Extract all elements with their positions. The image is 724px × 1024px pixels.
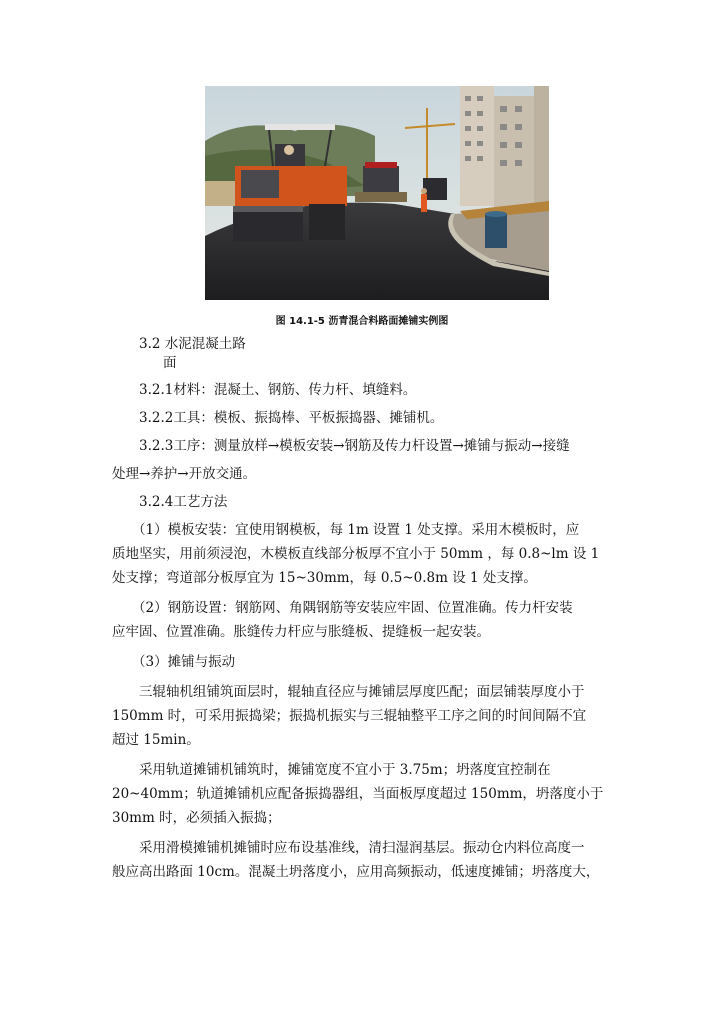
paragraph-line: （3）摊铺与振动: [132, 654, 236, 670]
paragraph-line: 超过 15min。: [112, 732, 200, 748]
paragraph-line: 三辊轴机组铺筑面层时，辊轴直径应与摊铺层厚度匹配；面层铺装厚度小于: [139, 684, 585, 700]
paragraph-line: 质地坚实，用前须浸泡，木模板直线部分板厚不宜小于 50mm ，每 0.8~lm 设 1: [112, 546, 600, 562]
paragraph-line: （2）钢筋设置：钢筋网、角隅钢筋等安装应牢固、位置准确。传力杆安装: [132, 600, 573, 616]
paragraph-line: 20~40mm；轨道摊铺机应配备振捣器组，当面板厚度超过 150mm，坍落度小于: [112, 786, 604, 802]
paragraph-formwork: [112, 518, 616, 590]
paragraph-rail-paver: [112, 758, 616, 830]
item-process-cont: 处理→养护→开放交通。: [112, 466, 257, 482]
paragraph-line: （1）模板安装：宜使用钢模板，每 1m 设置 1 处支撑。采用木模板时，应: [132, 522, 580, 538]
section-heading: [112, 334, 616, 372]
body-paragraphs: [112, 518, 616, 884]
paragraph-line: 采用轨道摊铺机铺筑时，摊铺宽度不宜小于 3.75m；坍落度宜控制在: [139, 762, 551, 778]
item-tools: 3.2.2工具：模板、振捣棒、平板振捣器、摊铺机。: [139, 410, 444, 426]
paving-photo: [205, 86, 549, 300]
paragraph-line: 采用滑模摊铺机摊铺时应布设基准线，清扫湿润基层。振动仓内料位高度一: [139, 840, 585, 856]
paragraph-line: 150mm 时，可采用振捣梁；振捣机振实与三辊轴整平工序之间的时间间隔不宜: [112, 708, 587, 724]
section-heading-line2: 面: [163, 355, 177, 371]
paragraph-line: 30mm 时，必须插入振捣；: [112, 810, 281, 826]
item-materials: 3.2.1材料：混凝土、钢筋、传力杆、填缝料。: [139, 382, 417, 398]
paving-scene-image: [205, 86, 549, 300]
section-items: [112, 376, 616, 516]
paragraph-line: 般应高出路面 10cm。混凝土坍落度小，应用高频振动，低速度摊铺；坍落度大，: [112, 864, 600, 880]
paragraph-line: 应牢固、位置准确。胀缝传力杆应与胀缝板、提缝板一起安装。: [112, 624, 490, 640]
paragraph-rebar: [112, 596, 616, 644]
figure-caption: 图 14.1-5 沥青混合料路面摊铺实例图: [275, 316, 449, 327]
paragraph-roller: [112, 680, 616, 752]
item-method: 3.2.4工艺方法: [139, 494, 228, 510]
paragraph-slipform: [112, 836, 616, 884]
section-heading-line1: 3.2 水泥混凝土路: [139, 336, 246, 352]
paragraph-line: 处支撑；弯道部分板厚宜为 15~30mm，每 0.5~0.8m 设 1 处支撑。: [112, 570, 537, 586]
item-process: 3.2.3工序：测量放样→模板安装→钢筋及传力杆设置→摊铺与振动→接缝: [139, 438, 570, 454]
paragraph-paving-heading: [112, 650, 616, 674]
